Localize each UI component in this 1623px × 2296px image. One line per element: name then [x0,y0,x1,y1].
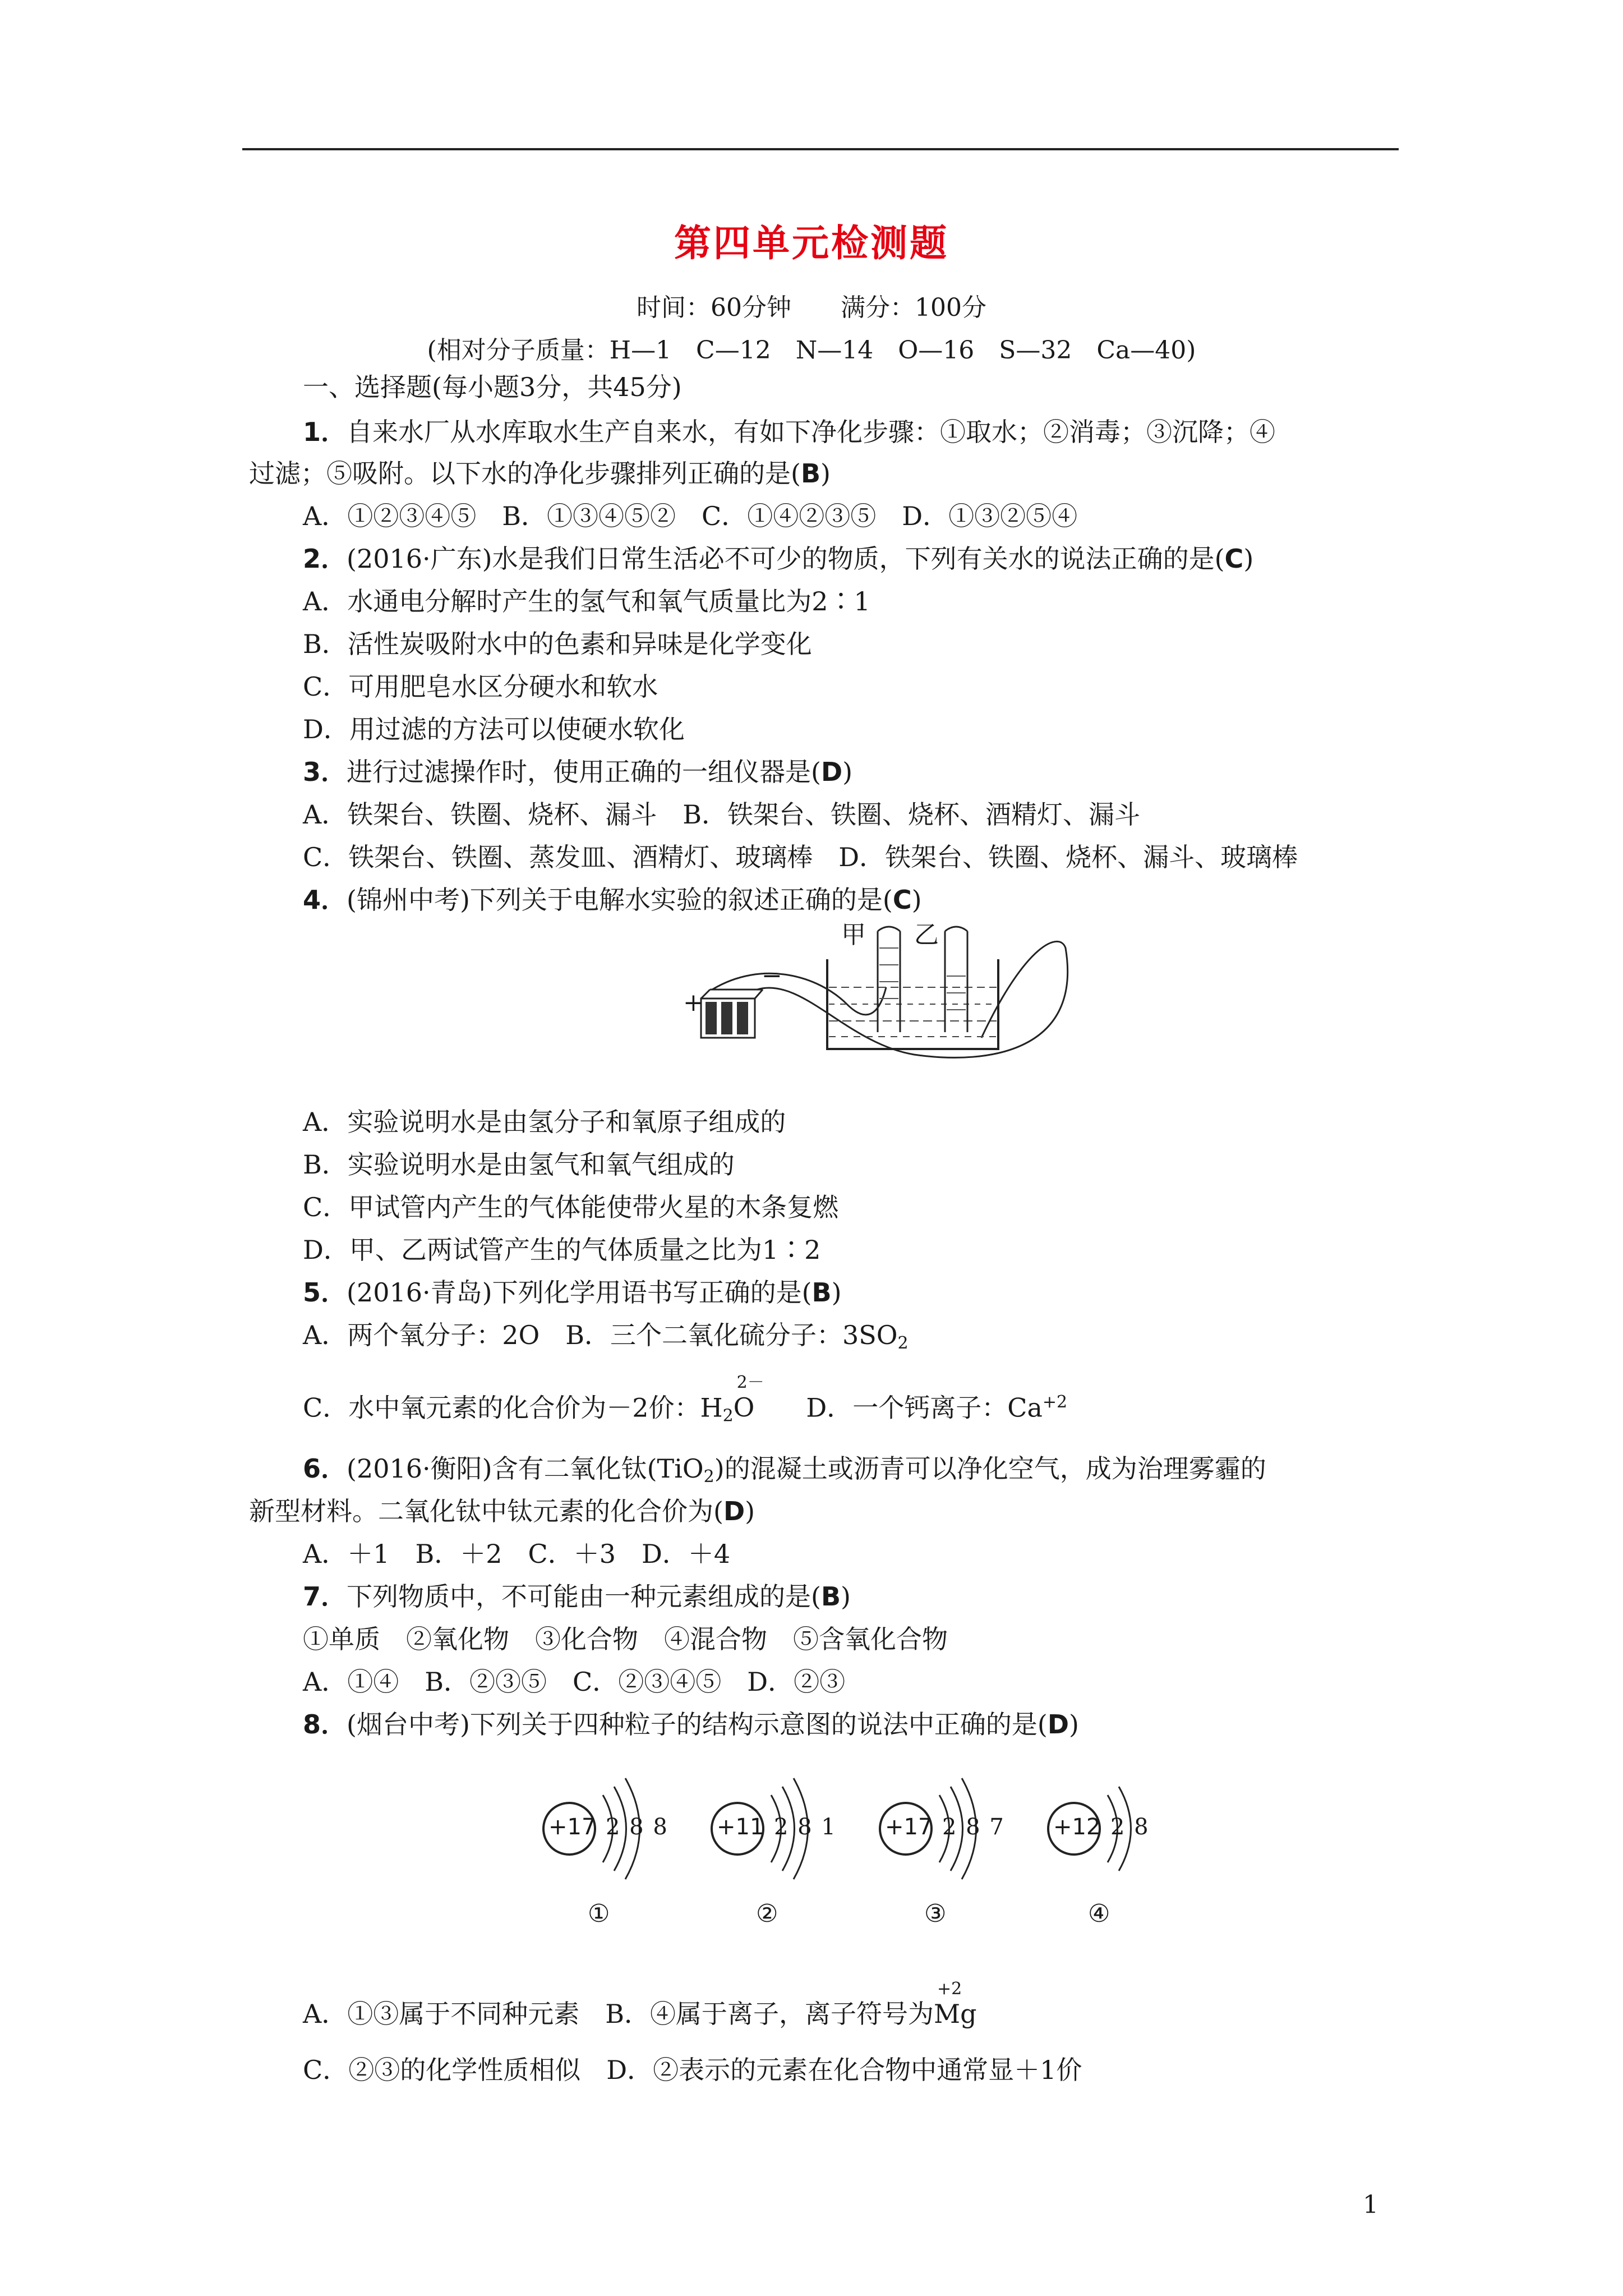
q4-close: ) [911,885,922,915]
atom-4-shells: 2 8 [1110,1814,1150,1840]
label-minus: − [762,961,782,990]
q8-option-b-charge: +2 [937,1979,962,1999]
atom-4-nucleus: +12 [1053,1814,1101,1840]
q4-text: (锦州中考)下列关于电解水实验的叙述正确的是( [347,885,893,915]
q1-text1: 自来水厂从水库取水生产自来水，有如下净化步骤：①取水；②消毒；③沉降；④ [347,417,1276,447]
q5-text: (2016·青岛)下列化学用语书写正确的是( [347,1277,812,1308]
q1-answer: B [800,458,821,489]
q4-option-c: C．甲试管内产生的气体能使带火星的木条复燃 [303,1192,839,1222]
test-tube-jia [878,927,900,1032]
q5-close: ) [831,1277,842,1308]
atom-1-nucleus: +17 [548,1814,596,1840]
atom-3-shells: 2 8 7 [942,1814,1005,1840]
q3-stem [303,755,852,789]
q4-option-a: A．实验说明水是由氢分子和氧原子组成的 [303,1107,786,1137]
q8-options-cd: C．②③的化学性质相似 D．②表示的元素在化合物中通常显＋1价 [303,2055,1082,2085]
atom-2-label: ② [756,1899,778,1928]
q7-stem [303,1580,851,1613]
top-rule [242,148,1399,150]
atom-structure-diagrams [538,1767,1166,1935]
test-tube-yi [945,927,967,1032]
q5-options-ab [303,1318,909,1360]
electrolysis-diagram [679,921,1082,1066]
q7-text: 下列物质中，不可能由一种元素组成的是( [347,1581,821,1612]
q5-option-c-sub: 2 [722,1406,734,1426]
q8-close: ) [1069,1709,1079,1740]
page-title: 第四单元检测题 [674,222,949,265]
q8-option-ab-text: A．①③属于不同种元素 B．④属于离子，离子符号为 [303,1999,934,2029]
q4-number: 4． [303,885,347,915]
q4-option-b: B．实验说明水是由氢气和氧气组成的 [303,1149,735,1180]
atom-1-shells: 2 8 8 [606,1814,668,1840]
atom-2-shells: 2 8 1 [774,1814,837,1840]
q5-option-b-sub: 2 [897,1333,909,1353]
q1-stem-2 [249,457,831,490]
q3-options-cd: C．铁架台、铁圈、蒸发皿、酒精灯、玻璃棒 D．铁架台、铁圈、烧杯、漏斗、玻璃棒 [303,842,1298,872]
q1-number: 1． [303,417,347,447]
q8-option-b-symbol-wrap [934,1979,977,2031]
q6-answer: D [723,1496,745,1526]
q5-option-c-o [733,1373,764,1424]
atom-1-label: ① [588,1899,610,1928]
q5-options-cd [303,1373,1068,1433]
electrolysis-svg [679,926,1082,1066]
q2-text: (2016·广东)水是我们日常生活必不可少的物质，下列有关水的说法正确的是( [347,544,1225,574]
q3-text: 进行过滤操作时，使用正确的一组仪器是( [347,757,821,787]
time-score: 时间：60分钟 满分：100分 [637,293,986,322]
q2-option-c: C．可用肥皂水区分硬水和软水 [303,671,658,702]
atom-2-nucleus: +11 [717,1814,764,1840]
q2-answer: C [1224,544,1244,574]
q1-options: A．①②③④⑤ B．①③④⑤② C．①④②③⑤ D．①③②⑤④ [303,501,1078,531]
q5-option-b: B．三个二氧化硫分子：3SO [565,1320,898,1350]
q7-answer: B [820,1581,841,1612]
q5-option-c-symbol: O [733,1392,755,1423]
atom-3-label: ③ [924,1899,947,1928]
q2-option-b: B．活性炭吸附水中的色素和异味是化学变化 [303,629,812,659]
q8-number: 8． [303,1709,347,1740]
q2-number: 2． [303,544,347,574]
q6-stem [303,1452,1266,1494]
q3-close: ) [842,757,853,787]
q1-close: ) [820,458,831,489]
q5-answer: B [811,1277,832,1308]
q2-option-a: A．水通电分解时产生的氢气和氧气质量比为2∶1 [303,586,870,616]
q8-option-b-symbol: Mg [934,1999,977,2029]
relative-mass: (相对分子质量：H—1 C—12 N—14 O—16 S—32 Ca—40) [427,336,1196,365]
label-jia: 甲 [841,921,866,949]
q6-text2: 新型材料。二氧化钛中钛元素的化合价为( [249,1496,723,1526]
q8-text: (烟台中考)下列关于四种粒子的结构示意图的说法中正确的是( [347,1709,1048,1740]
q7-number: 7． [303,1581,347,1612]
q6-number: 6． [303,1453,347,1484]
q5-option-d-sup: +2 [1042,1392,1068,1412]
q6-close: ) [745,1496,755,1526]
q7-options: A．①④ B．②③⑤ C．②③④⑤ D．②③ [303,1667,846,1697]
q2-option-d: D．用过滤的方法可以使硬水软化 [303,714,685,744]
q1-stem [303,415,1275,449]
q5-number: 5． [303,1277,347,1308]
q5-stem [303,1276,842,1309]
wire-negative [757,941,1068,1057]
q6-stem-2 [249,1494,755,1528]
q6-text1a: (2016·衡阳)含有二氧化钛(TiO [347,1453,704,1484]
label-yi: 乙 [914,921,939,949]
atom-3-nucleus: +17 [885,1814,933,1840]
q3-number: 3． [303,757,347,787]
q2-close: ) [1243,544,1254,574]
q7-items: ①单质 ②氧化物 ③化合物 ④混合物 ⑤含氧化合物 [303,1624,948,1654]
q1-text2: 过滤；⑤吸附。以下水的净化步骤排列正确的是( [249,458,801,489]
atom-4-label: ④ [1088,1899,1110,1928]
q6-text1-sub: 2 [703,1467,714,1487]
q3-options-ab: A．铁架台、铁圈、烧杯、漏斗 B．铁架台、铁圈、烧杯、酒精灯、漏斗 [303,799,1141,830]
section-heading: 一、选择题(每小题3分，共45分) [303,372,682,402]
q8-stem [303,1708,1079,1741]
q6-text1b: )的混凝土或沥青可以净化空气，成为治理雾霾的 [714,1453,1266,1484]
q8-answer: D [1047,1709,1069,1740]
battery [701,990,763,1038]
page-number: 1 [1363,2191,1378,2219]
q5-option-c-valence: 2－ [736,1373,764,1393]
q5-option-d: D．一个钙离子：Ca [806,1392,1043,1423]
q7-close: ) [841,1581,851,1612]
q5-option-a: A．两个氧分子：2O [303,1320,540,1350]
q5-option-c: C．水中氧元素的化合价为－2价：H [303,1392,723,1423]
label-plus: + [683,988,704,1017]
q4-answer: C [892,885,912,915]
q3-answer: D [820,757,843,787]
q2-stem [303,542,1253,576]
q4-option-d: D．甲、乙两试管产生的气体质量之比为1∶2 [303,1235,821,1265]
water-trough [827,959,998,1049]
q6-options: A．＋1 B．＋2 C．＋3 D．＋4 [303,1539,731,1569]
q8-options-ab [303,1979,977,2031]
q4-stem [303,883,922,917]
